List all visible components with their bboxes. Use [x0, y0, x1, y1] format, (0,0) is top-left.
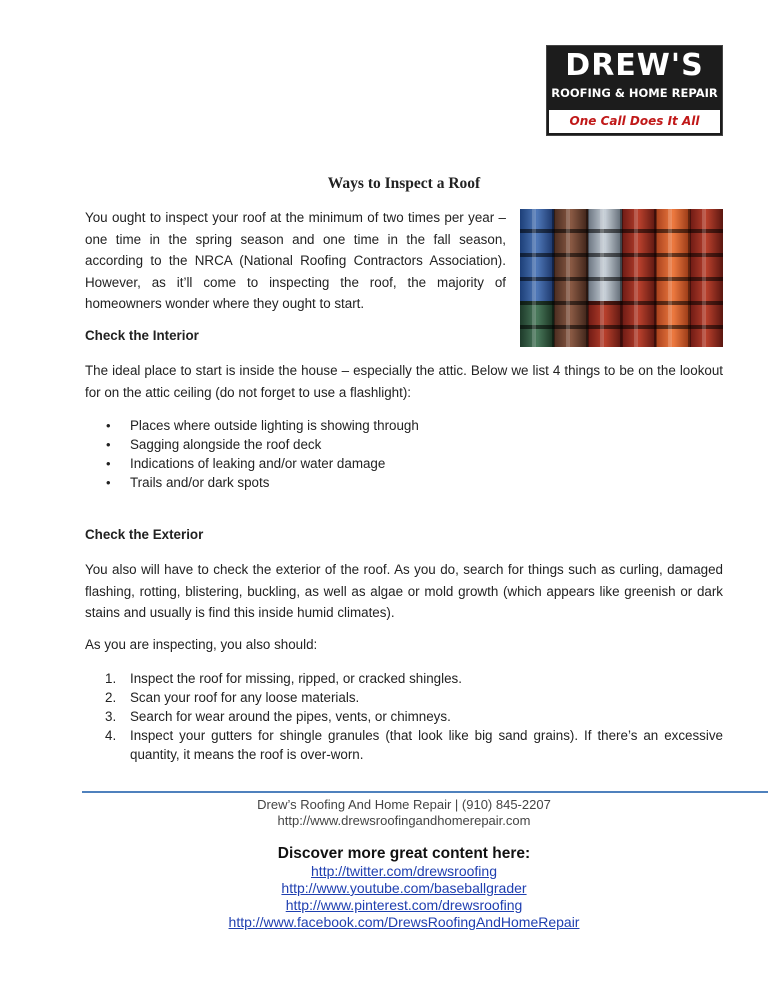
- roof-tiles-image: [520, 209, 723, 347]
- list-item: [85, 688, 723, 707]
- footer-link-facebook[interactable]: [0, 914, 768, 932]
- list-item: • Sagging alongside the roof deck: [85, 435, 685, 454]
- facebook-link[interactable]: http://www.facebook.com/DrewsRoofingAndHomeRepair: [228, 914, 580, 930]
- step-text: Inspect the roof for missing, ripped, or cracked shingles.: [130, 671, 462, 686]
- list-item: • Indications of leaking and/or water damage: [85, 454, 685, 473]
- footer-website[interactable]: http://www.drewsroofingandhomerepair.com: [277, 813, 531, 828]
- intro-paragraph: You ought to inspect your roof at the minimum of two times per year – one time in the spring season and one time in the fall season, according to the NRCA (National Roofing Contractors Association). However, as it’ll come to inspecting the roof, the majority of homeowners wonder where they ought to start.: [85, 210, 506, 311]
- logo-subtitle: ROOFING & HOME REPAIR: [551, 86, 718, 100]
- list-item: [85, 707, 723, 726]
- logo-name: DREW'S: [565, 48, 704, 83]
- youtube-link[interactable]: http://www.youtube.com/baseballgrader: [281, 880, 527, 896]
- list-item: [85, 669, 723, 688]
- step-number: 3.: [105, 709, 117, 724]
- logo-tagline: One Call Does It All: [549, 110, 720, 133]
- footer-discover-heading: Discover more great content here:: [277, 845, 531, 862]
- list-item: • Trails and/or dark spots: [85, 473, 685, 492]
- list-item: • Places where outside lighting is showing through: [85, 416, 685, 435]
- step-number: 4.: [105, 728, 117, 743]
- footer-divider: [82, 791, 768, 793]
- exterior-paragraph: You also will have to check the exterior of the roof. As you do, search for things such as curling, damaged flashing, rotting, blistering, buckling, as well as algae or mold growth (which appears like greenish or dark stains and usually is find this inside humid climates).: [85, 562, 723, 620]
- twitter-link[interactable]: http://twitter.com/drewsroofing: [311, 863, 497, 879]
- footer-link-twitter[interactable]: [0, 863, 768, 881]
- exterior-lead: As you are inspecting, you also should:: [85, 637, 318, 652]
- interior-checklist: [85, 416, 685, 492]
- step-text: Search for wear around the pipes, vents, or chimneys.: [130, 709, 451, 724]
- step-text: Scan your roof for any loose materials.: [130, 690, 360, 705]
- pinterest-link[interactable]: http://www.pinterest.com/drewsroofing: [285, 897, 523, 913]
- list-item: [85, 726, 723, 764]
- page-title: Ways to Inspect a Roof: [327, 175, 481, 192]
- step-text: Inspect your gutters for shingle granules (that look like big sand grains). If there’s an excessive quantity, it means the roof is over-worn.: [130, 728, 723, 762]
- footer-link-pinterest[interactable]: [0, 897, 768, 915]
- company-logo: [546, 45, 723, 136]
- exterior-heading: Check the Exterior: [85, 527, 204, 542]
- footer-company: Drew’s Roofing And Home Repair | (910) 845-2207: [257, 797, 551, 812]
- interior-heading: Check the Interior: [85, 328, 199, 343]
- step-number: 2.: [105, 690, 117, 705]
- interior-paragraph: The ideal place to start is inside the house – especially the attic. Below we list 4 things to be on the lookout for on the attic ceiling (do not forget to use a flashlight):: [85, 363, 723, 400]
- footer-link-youtube[interactable]: [0, 880, 768, 898]
- step-number: 1.: [105, 671, 117, 686]
- exterior-steps: [85, 669, 723, 764]
